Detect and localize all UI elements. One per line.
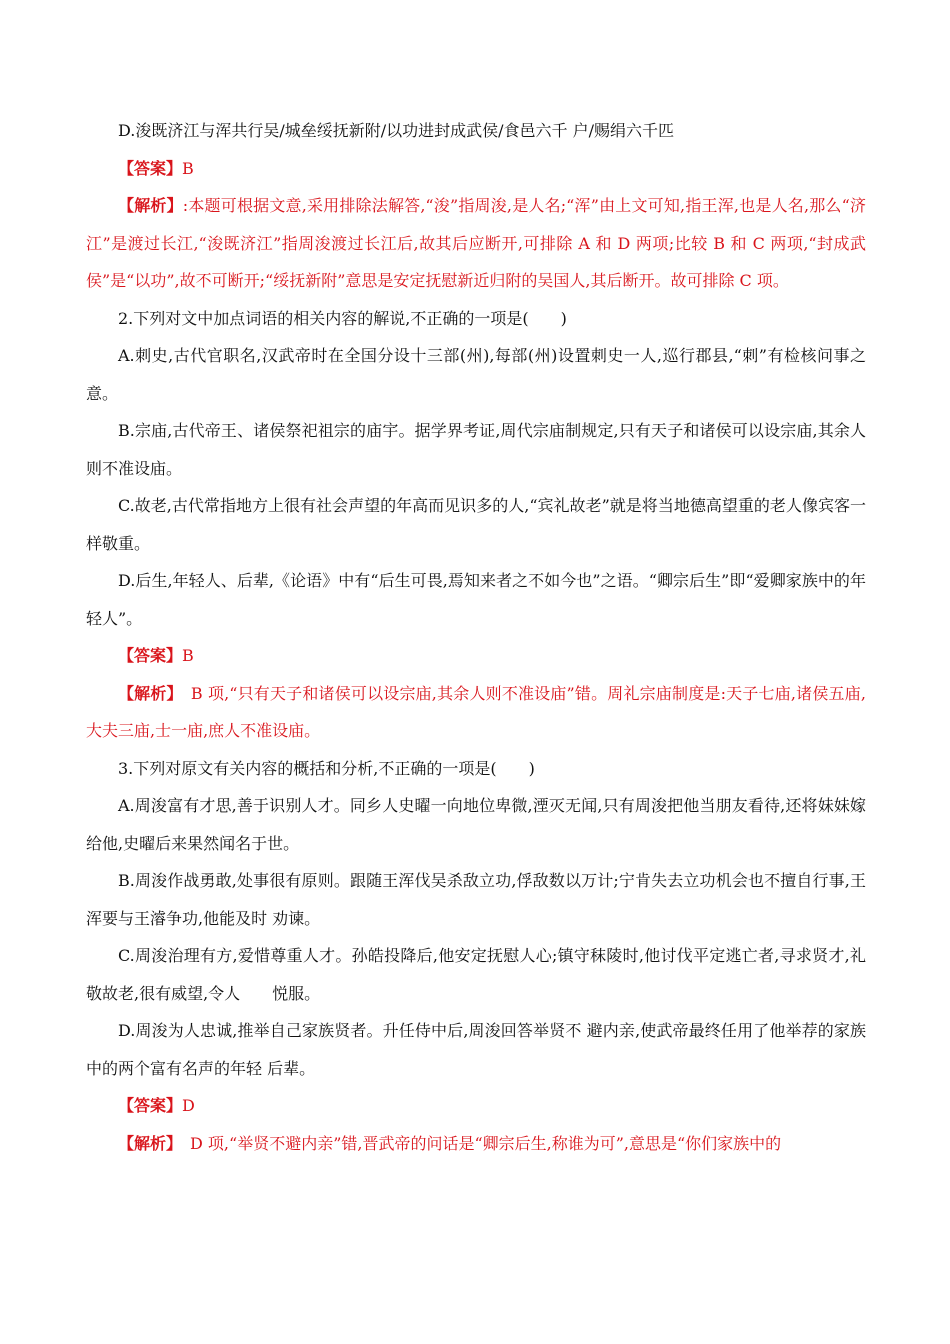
option-text: D.周浚为人忠诚,推举自己家族贤者。升任侍中后,周浚回答举贤不 避内亲,使武帝最终任用了他举荐的家族中的两个富有名声的年轻 后辈。 <box>86 1021 866 1078</box>
explanation-1 <box>86 187 866 300</box>
explanation-tag: 【解析】 <box>118 683 175 703</box>
document-page <box>86 112 866 1162</box>
paragraph-text: D.浚既济江与浑共行吴/城垒绥抚新附/以功进封成武侯/食邑六千 户/赐绢六千匹 <box>118 121 674 140</box>
question-3-option-d <box>86 1012 866 1087</box>
answer-2 <box>86 637 866 675</box>
question-1-option-d <box>86 112 866 150</box>
option-text: B.周浚作战勇敢,处事很有原则。跟随王浑伐吴杀敌立功,俘敌数以万计;宁肯失去立功机会也不擅自行事,王浑要与王濬争功,他能及时 劝谏。 <box>86 871 866 928</box>
question-2-option-d <box>86 562 866 637</box>
explanation-tag: 【解析】 <box>118 1133 175 1153</box>
answer-value: D <box>182 1096 195 1115</box>
option-text: C.故老,古代常指地方上很有社会声望的年高而见识多的人,“宾礼故老”就是将当地德高望重的老人像宾客一样敬重。 <box>86 496 866 553</box>
answer-tag: 【答案】 <box>118 646 183 665</box>
explanation-2 <box>86 675 866 750</box>
question-2-option-c <box>86 487 866 562</box>
option-text: A.刺史,古代官职名,汉武帝时在全国分设十三部(州),每部(州)设置刺史一人,巡行郡县,“刺”有检核问事之意。 <box>86 346 866 403</box>
explanation-text: :本题可根据文意,采用排除法解答,“浚”指周浚,是人名;“浑”由上文可知,指王浑,也是人名,那么“济江”是渡过长江,“浚既济江”指周浚渡过长江后,故其后应断开,可排除 A 和 D 两项;比较 B 和 C 两项,“封成武侯”是“以功”,故不可断开;“绥抚新附”意思是安定抚慰新近归附的吴国人,其后断开。故可排除 C 项。 <box>86 196 866 290</box>
question-2-option-b <box>86 412 866 487</box>
answer-1 <box>86 150 866 188</box>
explanation-text: B 项,“只有天子和诸侯可以设宗庙,其余人则不准设庙”错。周礼宗庙制度是:天子七庙,诸侯五庙,大夫三庙,士一庙,庶人不准设庙。 <box>86 683 866 740</box>
answer-tag: 【答案】 <box>118 158 183 178</box>
question-text: 3.下列对原文有关内容的概括和分析,不正确的一项是( ) <box>118 758 535 778</box>
option-text: D.后生,年轻人、后辈,《论语》中有“后生可畏,焉知来者之不如今也”之语。“卿宗后生”即“爱卿家族中的年轻人”。 <box>86 571 866 628</box>
option-text: B.宗庙,古代帝王、诸侯祭祀祖宗的庙宇。据学界考证,周代宗庙制规定,只有天子和诸侯可以设宗庙,其余人则不准设庙。 <box>86 421 866 478</box>
answer-tag: 【答案】 <box>118 1096 183 1115</box>
option-text: C.周浚治理有方,爱惜尊重人才。孙皓投降后,他安定抚慰人心;镇守秣陵时,他讨伐平定逃亡者,寻求贤才,礼敬故老,很有威望,令人 悦服。 <box>86 946 866 1003</box>
answer-value: B <box>182 158 194 178</box>
explanation-tag: 【解析】 <box>118 196 183 215</box>
question-2-option-a <box>86 337 866 412</box>
explanation-3 <box>86 1125 866 1163</box>
question-3-option-a <box>86 787 866 862</box>
question-3 <box>86 750 866 788</box>
option-text: A.周浚富有才思,善于识别人才。同乡人史曜一向地位卑微,湮灭无闻,只有周浚把他当朋友看待,还将妹妹嫁给他,史曜后来果然闻名于世。 <box>86 796 866 853</box>
explanation-text: D 项,“举贤不避内亲”错,晋武帝的问话是“卿宗后生,称谁为可”,意思是“你们家族中的 <box>174 1133 782 1153</box>
answer-value: B <box>182 646 194 665</box>
question-3-option-b <box>86 862 866 937</box>
question-2 <box>86 300 866 338</box>
question-3-option-c <box>86 937 866 1012</box>
question-text: 2.下列对文中加点词语的相关内容的解说,不正确的一项是( ) <box>118 308 567 328</box>
answer-3 <box>86 1087 866 1125</box>
